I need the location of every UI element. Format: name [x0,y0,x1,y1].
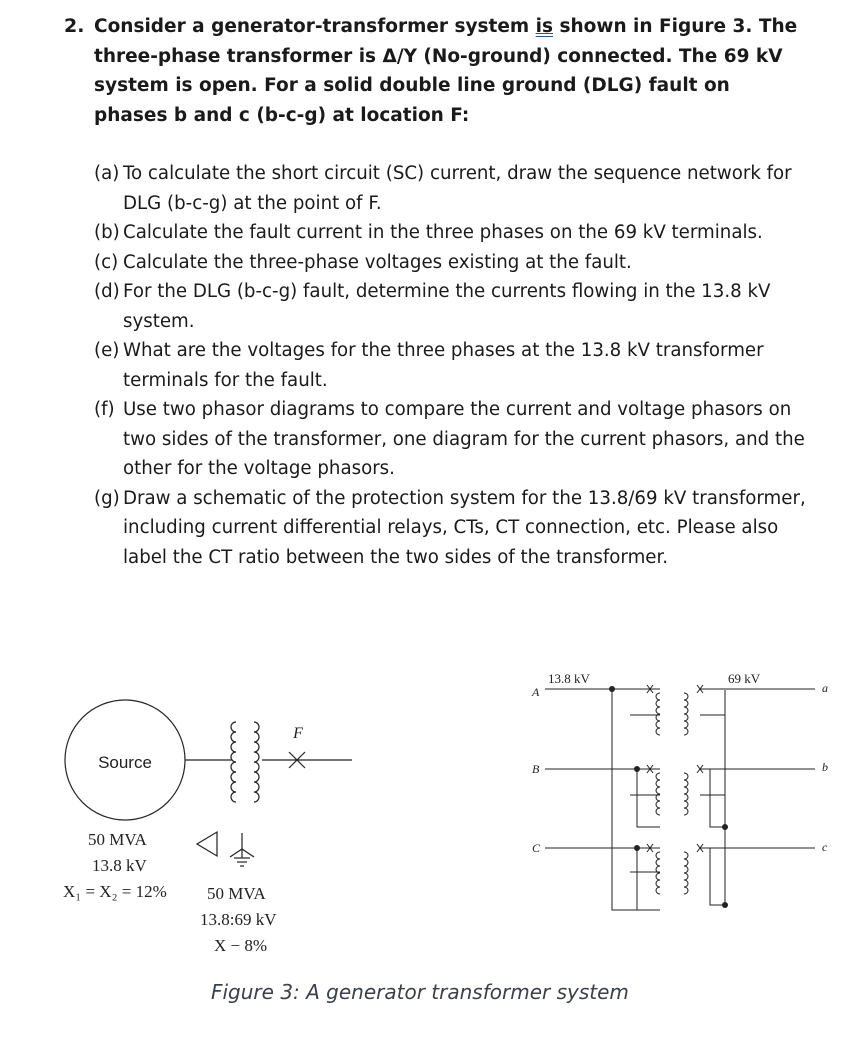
hv-voltage-label: 69 kV [728,671,761,686]
part-label: (e) [94,340,120,361]
phase-B-label: B [532,762,540,776]
part-text: Calculate the three-phase voltages existing at the fault. [123,251,632,273]
source-voltage: 13.8 kV [92,856,147,875]
part-label: (d) [94,281,120,302]
fault-label: F [293,725,303,742]
secondary-winding-c [684,852,688,894]
part-text: Calculate the fault current in the three phases on the 69 kV terminals. [123,222,763,243]
primary-winding-c [656,852,660,894]
part-text: For the DLG (b-c-g) fault, determine the currents flowing in the 13.8 kV system. [123,281,771,332]
transformer-voltage: 13.8:69 kV [200,910,277,929]
transformer-secondary-coil [254,722,259,802]
part-label: (f) [94,399,115,420]
wye-connection-c [710,848,725,905]
source-rating: 50 MVA [88,830,147,849]
part-label: (a) [94,163,120,184]
figure-caption: Figure 3: A generator transformer system [211,980,629,1004]
lv-voltage-label: 13.8 kV [548,671,590,686]
transformer-rating: 50 MVA [207,884,266,903]
part-text: Draw a schematic of the protection system for the 13.8/69 kV transformer, including current differential relays, CTs, CT connection, etc. Please also label the CT ratio between the two sides of the transformer. [123,487,806,568]
delta-symbol [197,832,217,856]
question-text-pre: Consider a generator-transformer system [94,16,536,37]
part-label: (c) [94,251,119,273]
part-text: What are the voltages for the three phases at the 13.8 kV transformer terminals for the fault. [123,340,764,391]
transformer-reactance: X − 8% [214,936,268,955]
phase-A-label: A [532,685,540,699]
secondary-winding-a [684,693,688,735]
primary-winding-b [656,773,660,815]
phase-c-label: c [822,840,828,854]
phase-b-label: b [822,760,828,774]
part-text: Use two phasor diagrams to compare the current and voltage phasors on two sides of the transformer, one diagram for the current phasors, and the other for the voltage phasors. [123,399,805,479]
question-text-post: shown in Figure 3. The three-phase transformer is Δ/Y (No-ground) connected. The 69 kV system is open. For a solid double line ground (DLG) fault on phases b and c (b-c-g) at location F: [94,16,798,126]
transformer-symbol [231,722,259,802]
phase-C-label: C [532,841,541,855]
question-text-is: is [535,16,554,37]
part-label: (b) [94,222,120,243]
primary-winding-a [656,693,660,735]
source-reactance: X₁ = X₂ = 12% [63,882,167,901]
wye-connection-b [710,769,725,827]
secondary-winding-b [684,773,688,815]
part-text: To calculate the short circuit (SC) current, draw the sequence network for DLG (b-c-g) at the point of F. [123,163,792,214]
question-number: 2. [64,15,85,37]
wye-ground-symbol [230,833,254,866]
delta-connection-a [612,689,660,910]
three-phase-diagram [531,671,828,910]
one-line-diagram [63,700,352,955]
transformer-primary-coil [231,722,236,802]
source-label: Source [98,753,152,772]
part-label: (g) [94,487,120,509]
phase-a-label: a [822,681,828,695]
